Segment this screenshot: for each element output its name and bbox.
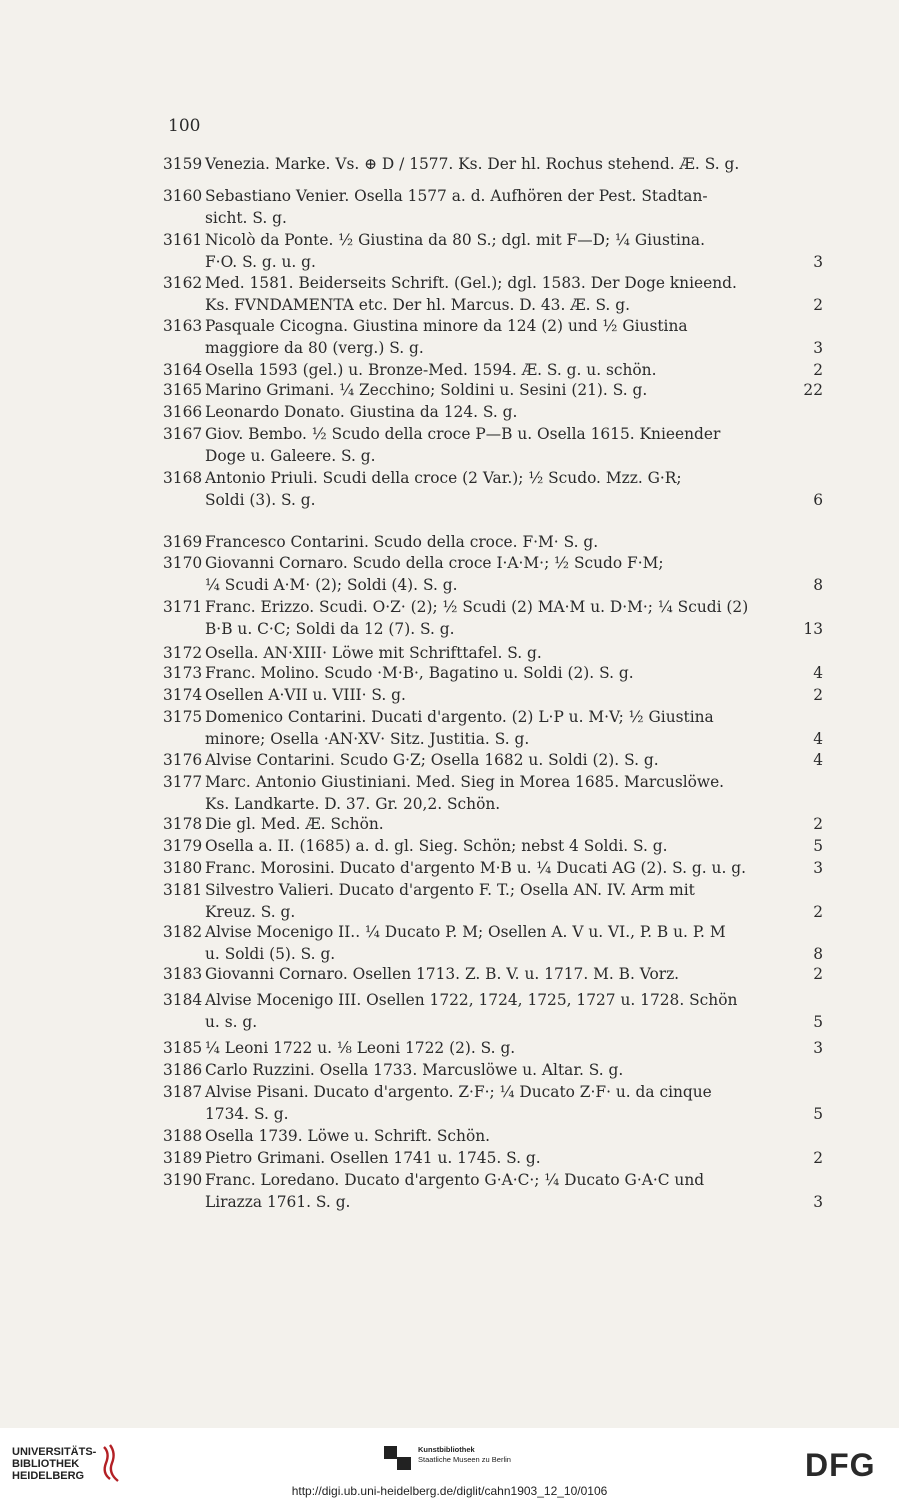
entry-text-line: Soldi (3). S. g. 6	[205, 490, 823, 509]
lot-value: 3	[813, 1192, 823, 1211]
entry-text-line: Sebastiano Venier. Osella 1577 a. d. Aufhören der Pest. Stadtan-	[205, 187, 708, 205]
lot-number: 3164	[163, 361, 203, 379]
entry-text-line: Giovanni Cornaro. Scudo della croce I·A·M·; ½ Scudo F·M;	[205, 554, 664, 572]
entry-text-line: Alvise Contarini. Scudo G·Z; Osella 1682 u. Soldi (2). S. g. 4	[205, 751, 823, 769]
lot-number: 3169	[163, 533, 203, 551]
lot-value: 2	[813, 295, 823, 314]
entry-text-line: Osellen A·VII u. VIII· S. g. 2	[205, 686, 823, 704]
dfg-logo[interactable]: DFG	[805, 1447, 876, 1483]
kb-line: Kunstbibliothek	[418, 1445, 475, 1454]
lot-number: 3189	[163, 1149, 203, 1167]
entry-text-line: Doge u. Galeere. S. g.	[205, 446, 376, 465]
kunstbibliothek-logo-icon	[384, 1446, 411, 1470]
entry-text-line: Franc. Morosini. Ducato d'argento M·B u. ¼ Ducati AG (2). S. g. u. g. 3	[205, 859, 823, 877]
entry-text-line: Franc. Loredano. Ducato d'argento G·A·C·; ¼ Ducato G·A·C und	[205, 1171, 705, 1189]
entry-text-line: Ks. FVNDAMENTA etc. Der hl. Marcus. D. 43. Æ. S. g. 2	[205, 295, 823, 314]
entry-text-line: Franc. Molino. Scudo ·M·B·, Bagatino u. Soldi (2). S. g. 4	[205, 664, 823, 682]
lot-number: 3176	[163, 751, 203, 769]
entry-text-line: Giovanni Cornaro. Osellen 1713. Z. B. V. u. 1717. M. B. Vorz. 2	[205, 965, 823, 983]
entry-text-line: Leonardo Donato. Giustina da 124. S. g.	[205, 403, 518, 421]
entry-text-line: Carlo Ruzzini. Osella 1733. Marcuslöwe u. Altar. S. g.	[205, 1061, 624, 1079]
entry-text-line: Domenico Contarini. Ducati d'argento. (2) L·P u. M·V; ½ Giustina	[205, 708, 714, 726]
kunstbibliothek-logo-text[interactable]	[418, 1445, 511, 1465]
lot-value: 2	[813, 1149, 823, 1167]
lot-value: 2	[813, 965, 823, 983]
lot-number: 3180	[163, 859, 203, 877]
entry-text-line: Nicolò da Ponte. ½ Giustina da 80 S.; dgl. mit F—D; ¼ Giustina.	[205, 231, 705, 249]
entry-text-line: minore; Osella ·AN·XV· Sitz. Justitia. S. g. 4	[205, 729, 823, 748]
entry-text-line: Giov. Bembo. ½ Scudo della croce P—B u. Osella 1615. Knieender	[205, 425, 721, 443]
lot-number: 3167	[163, 425, 203, 443]
entry-text-line: sicht. S. g.	[205, 208, 287, 227]
entry-text-line: Francesco Contarini. Scudo della croce. F·M· S. g.	[205, 533, 599, 551]
entry-text-line: 1734. S. g. 5	[205, 1104, 823, 1123]
entry-text-line: Med. 1581. Beiderseits Schrift. (Gel.); dgl. 1583. Der Doge knieend.	[205, 274, 737, 292]
entry-text-line: Alvise Pisani. Ducato d'argento. Z·F·; ¼ Ducato Z·F· u. da cinque	[205, 1083, 712, 1101]
logo-line: BIBLIOTHEK	[12, 1458, 80, 1470]
lot-value: 4	[813, 751, 823, 769]
entry-text-line: Pasquale Cicogna. Giustina minore da 124 (2) und ½ Giustina	[205, 317, 688, 335]
lot-value: 4	[813, 729, 823, 748]
lot-value: 6	[813, 490, 823, 509]
entry-text-line: u. s. g. 5	[205, 1012, 823, 1031]
lot-number: 3173	[163, 664, 203, 682]
lot-number: 3159	[163, 155, 203, 173]
lot-number: 3184	[163, 991, 203, 1009]
entry-text-line: Kreuz. S. g. 2	[205, 902, 823, 921]
lot-value: 8	[813, 944, 823, 963]
lot-value: 22	[803, 381, 823, 399]
lot-value: 3	[813, 1039, 823, 1057]
logo-line: HEIDELBERG	[12, 1470, 85, 1482]
lot-value: 3	[813, 859, 823, 877]
entry-text-line: Osella. AN·XIII· Löwe mit Schrifttafel. S. g.	[205, 644, 542, 662]
entry-text-line: ¼ Scudi A·M· (2); Soldi (4). S. g. 8	[205, 575, 823, 594]
entry-text-line: Pietro Grimani. Osellen 1741 u. 1745. S. g. 2	[205, 1149, 823, 1167]
lot-number: 3188	[163, 1127, 203, 1145]
lot-number: 3170	[163, 554, 203, 572]
entry-text-line: Ks. Landkarte. D. 37. Gr. 20,2. Schön.	[205, 794, 501, 813]
lot-number: 3165	[163, 381, 203, 399]
entry-text-line: F·O. S. g. u. g. 3	[205, 252, 823, 271]
entry-text-line: Silvestro Valieri. Ducato d'argento F. T.; Osella AN. IV. Arm mit	[205, 881, 695, 899]
lot-value: 4	[813, 664, 823, 682]
lot-value: 5	[813, 837, 823, 855]
entry-text-line: Alvise Mocenigo II.. ¼ Ducato P. M; Osellen A. V u. VI., P. B u. P. M	[205, 923, 726, 941]
lot-value: 5	[813, 1104, 823, 1123]
entry-text-line: Die gl. Med. Æ. Schön. 2	[205, 815, 823, 833]
lot-number: 3162	[163, 274, 203, 292]
lot-number: 3190	[163, 1171, 203, 1189]
lot-value: 13	[803, 619, 823, 638]
lot-number: 3185	[163, 1039, 203, 1057]
page-number: 100	[168, 116, 201, 136]
entry-text-line: Osella 1739. Löwe u. Schrift. Schön.	[205, 1127, 491, 1145]
lot-number: 3161	[163, 231, 203, 249]
lot-number: 3177	[163, 773, 203, 791]
lot-number: 3178	[163, 815, 203, 833]
entry-text-line: Osella a. II. (1685) a. d. gl. Sieg. Schön; nebst 4 Soldi. S. g. 5	[205, 837, 823, 855]
lot-number: 3179	[163, 837, 203, 855]
entry-text-line: Osella 1593 (gel.) u. Bronze-Med. 1594. Æ. S. g. u. schön. 2	[205, 361, 823, 379]
entry-text-line: Venezia. Marke. Vs. ⊕ D / 1577. Ks. Der hl. Rochus stehend. Æ. S. g.	[205, 155, 740, 173]
entry-text-line: maggiore da 80 (verg.) S. g. 3	[205, 338, 823, 357]
entry-text-line: Marino Grimani. ¼ Zecchino; Soldini u. Sesini (21). S. g. 22	[205, 381, 823, 399]
lot-number: 3168	[163, 469, 203, 487]
lot-number: 3187	[163, 1083, 203, 1101]
entry-text-line: ¼ Leoni 1722 u. ⅛ Leoni 1722 (2). S. g. 3	[205, 1039, 823, 1057]
lot-number: 3171	[163, 598, 203, 616]
entry-text-line: u. Soldi (5). S. g. 8	[205, 944, 823, 963]
entry-text-line: Franc. Erizzo. Scudi. O·Z· (2); ½ Scudi (2) MA·M u. D·M·; ¼ Scudi (2)	[205, 598, 749, 616]
lot-number: 3181	[163, 881, 203, 899]
lot-value: 2	[813, 815, 823, 833]
lot-number: 3166	[163, 403, 203, 421]
lot-value: 2	[813, 686, 823, 704]
entry-text-line: Marc. Antonio Giustiniani. Med. Sieg in Morea 1685. Marcuslöwe.	[205, 773, 725, 791]
lot-value: 2	[813, 902, 823, 921]
logo-line: UNIVERSITÄTS-	[12, 1446, 97, 1458]
university-library-logo[interactable]	[12, 1446, 96, 1482]
entry-text-line: B·B u. C·C; Soldi da 12 (7). S. g. 13	[205, 619, 823, 638]
lot-number: 3163	[163, 317, 203, 335]
source-url[interactable]: http://digi.ub.uni-heidelberg.de/diglit/cahn1903_12_10/0106	[291, 1484, 608, 1498]
lot-value: 8	[813, 575, 823, 594]
lot-value: 3	[813, 252, 823, 271]
kb-line: Staatliche Museen zu Berlin	[418, 1455, 511, 1464]
lot-value: 5	[813, 1012, 823, 1031]
entry-text-line: Lirazza 1761. S. g. 3	[205, 1192, 823, 1211]
lot-number: 3183	[163, 965, 203, 983]
entry-text-line: Alvise Mocenigo III. Osellen 1722, 1724, 1725, 1727 u. 1728. Schön	[205, 991, 738, 1009]
university-emblem-icon	[100, 1443, 126, 1483]
lot-number: 3172	[163, 644, 203, 662]
lot-number: 3175	[163, 708, 203, 726]
lot-number: 3182	[163, 923, 203, 941]
lot-value: 3	[813, 338, 823, 357]
lot-value: 2	[813, 361, 823, 379]
entry-text-line: Antonio Priuli. Scudi della croce (2 Var.); ½ Scudo. Mzz. G·R;	[205, 469, 682, 487]
lot-number: 3186	[163, 1061, 203, 1079]
lot-number: 3160	[163, 187, 203, 205]
lot-number: 3174	[163, 686, 203, 704]
